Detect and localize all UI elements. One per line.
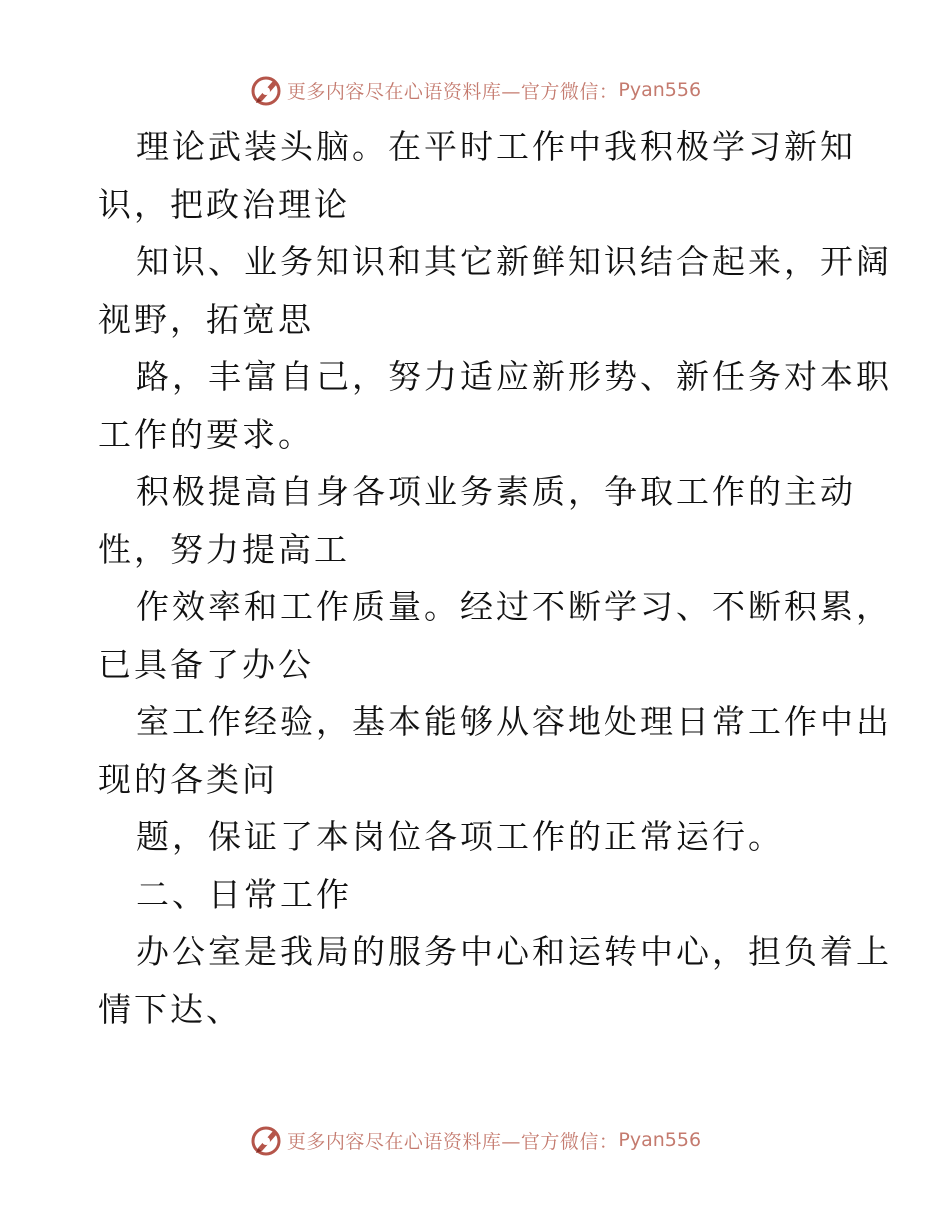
footer-banner	[0, 1120, 950, 1160]
paragraph-line: 室工作经验，基本能够从容地处理日常工作中出	[136, 702, 892, 741]
paragraph-line: 视野，拓宽思	[98, 299, 314, 339]
paragraph-line: 现的各类问	[98, 759, 278, 799]
paragraph-line: 办公室是我局的服务中心和运转中心，担负着上	[136, 932, 892, 971]
document-pen-logo-icon	[249, 73, 283, 107]
document-body	[98, 118, 892, 1038]
banner-wechat-id: Pyan556	[618, 79, 702, 101]
paragraph-line: 知识、业务知识和其它新鲜知识结合起来，开阔	[136, 242, 892, 281]
paragraph-line: 性，努力提高工	[98, 529, 350, 569]
paragraph-line: 二、日常工作	[136, 874, 352, 914]
banner-text: 更多内容尽在心语资料库—官方微信：	[286, 80, 619, 103]
paragraph-line: 积极提高自身各项业务素质，争取工作的主动	[136, 472, 856, 511]
paragraph-line: 题，保证了本岗位各项工作的正常运行。	[136, 817, 784, 856]
paragraph-line: 工作的要求。	[98, 414, 314, 454]
banner-text: 更多内容尽在心语资料库—官方微信：	[286, 1130, 619, 1153]
paragraph-line: 作效率和工作质量。经过不断学习、不断积累，	[136, 587, 892, 626]
paragraph-line: 识，把政治理论	[98, 184, 350, 224]
paragraph-line: 情下达、	[98, 989, 242, 1029]
header-banner	[0, 70, 950, 110]
paragraph-line: 已具备了办公	[98, 644, 314, 684]
paragraph-line: 理论武装头脑。在平时工作中我积极学习新知	[136, 127, 856, 166]
paragraph-line: 路，丰富自己，努力适应新形势、新任务对本职	[136, 357, 892, 396]
document-pen-logo-icon	[249, 1123, 283, 1157]
banner-wechat-id: Pyan556	[618, 1129, 702, 1151]
